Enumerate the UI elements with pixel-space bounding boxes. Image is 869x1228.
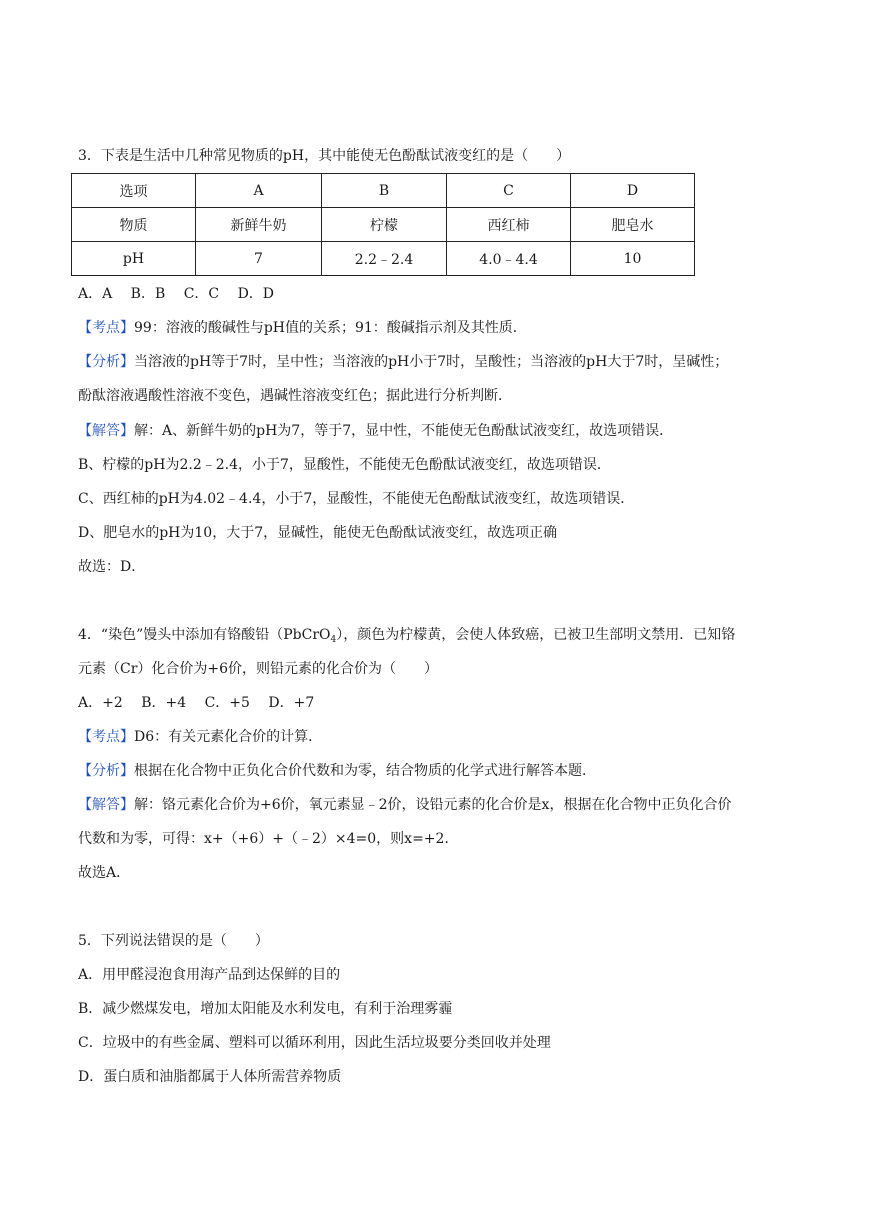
table-cell: 4.0﹣4.4 <box>447 242 571 276</box>
fenxi-tag: 【分析】 <box>78 354 134 370</box>
q3-fenxi <box>78 352 728 372</box>
table-cell: D <box>571 174 695 208</box>
q4-stem <box>78 625 735 650</box>
fenxi-text: 当溶液的pH等于7时，呈中性；当溶液的pH小于7时，呈酸性；当溶液的pH大于7时，呈碱性； <box>134 354 729 370</box>
q3-stem: 3．下表是生活中几种常见物质的pH，其中能使无色酚酞试液变红的是（ ） <box>78 148 571 164</box>
q3-jieda <box>78 421 673 441</box>
table-cell: 柠檬 <box>322 208 447 242</box>
fenxi-tag: 【分析】 <box>78 763 134 779</box>
table-cell: 7 <box>196 242 322 276</box>
table-cell: B <box>322 174 447 208</box>
table-row <box>72 174 695 208</box>
kaodian-text: D6：有关元素化合价的计算． <box>134 729 323 745</box>
q3-options: A．A B．B C．C D．D <box>78 286 275 302</box>
kaodian-tag: 【考点】 <box>78 320 134 336</box>
q4-jieda-cont: 代数和为零，可得：x+（+6）+（﹣2）×4=0，则x=+2． <box>78 831 459 847</box>
q5-option-c: C．垃圾中的有些金属、塑料可以循环利用，因此生活垃圾要分类回收并处理 <box>78 1035 551 1051</box>
q3-answer: 故选：D． <box>78 559 146 575</box>
table-cell: C <box>447 174 571 208</box>
q4-options: A．+2 B．+4 C．+5 D．+7 <box>78 695 315 711</box>
q5-option-a: A．用甲醛浸泡食用海产品到达保鲜的目的 <box>78 967 341 983</box>
q5-stem: 5．下列说法错误的是（ ） <box>78 933 269 949</box>
jieda-tag: 【解答】 <box>78 797 134 813</box>
q3-kaodian <box>78 318 527 338</box>
q4-jieda <box>78 795 731 815</box>
q4-fenxi <box>78 761 596 781</box>
subscript: 4 <box>330 635 337 645</box>
table-cell: 肥皂水 <box>571 208 695 242</box>
table-cell: A <box>196 174 322 208</box>
jieda-text: 解：A、新鲜牛奶的pH为7，等于7，显中性，不能使无色酚酞试液变红，故选项错误． <box>134 423 674 439</box>
table-cell: 西红柿 <box>447 208 571 242</box>
table-cell: 选项 <box>72 174 196 208</box>
q4-answer: 故选A． <box>78 865 131 881</box>
q4-stem-cont: 元素（Cr）化合价为+6价，则铅元素的化合价为（ ） <box>78 661 439 677</box>
table-row <box>72 208 695 242</box>
kaodian-text: 99：溶液的酸碱性与pH值的关系；91：酸碱指示剂及其性质． <box>134 320 527 336</box>
q4-stem-part: ），颜色为柠檬黄，会使人体致癌，已被卫生部明文禁用．已知铬 <box>336 627 736 643</box>
table-cell: 2.2﹣2.4 <box>322 242 447 276</box>
q3-jieda-b: B、柠檬的pH为2.2﹣2.4，小于7，显酸性，不能使无色酚酞试液变红，故选项错误． <box>78 457 611 473</box>
q5-option-b: B．减少燃煤发电，增加太阳能及水利发电，有利于治理雾霾 <box>78 1001 453 1017</box>
q3-ph-table <box>71 173 695 276</box>
fenxi-text: 根据在化合物中正负化合价代数和为零，结合物质的化学式进行解答本题． <box>134 763 596 779</box>
q5-option-d: D．蛋白质和油脂都属于人体所需营养物质 <box>78 1069 342 1085</box>
q3-jieda-d: D、肥皂水的pH为10，大于7，显碱性，能使无色酚酞试液变红，故选项正确 <box>78 525 558 541</box>
table-cell: pH <box>72 242 196 276</box>
jieda-tag: 【解答】 <box>78 423 134 439</box>
q4-stem-part: 4．“染色”馒头中添加有铬酸铅（PbCrO <box>78 627 331 643</box>
table-cell: 10 <box>571 242 695 276</box>
table-cell: 新鲜牛奶 <box>196 208 322 242</box>
table-row <box>72 242 695 276</box>
q4-kaodian <box>78 727 322 747</box>
q3-jieda-c: C、西红柿的pH为4.02﹣4.4，小于7，显酸性，不能使无色酚酞试液变红，故选项错误． <box>78 491 635 507</box>
jieda-text: 解：铬元素化合价为+6价，氧元素显﹣2价，设铅元素的化合价是x，根据在化合物中正负化合价 <box>134 797 732 813</box>
kaodian-tag: 【考点】 <box>78 729 134 745</box>
q3-fenxi-cont: 酚酞溶液遇酸性溶液不变色，遇碱性溶液变红色；据此进行分析判断． <box>78 388 512 404</box>
table-cell: 物质 <box>72 208 196 242</box>
